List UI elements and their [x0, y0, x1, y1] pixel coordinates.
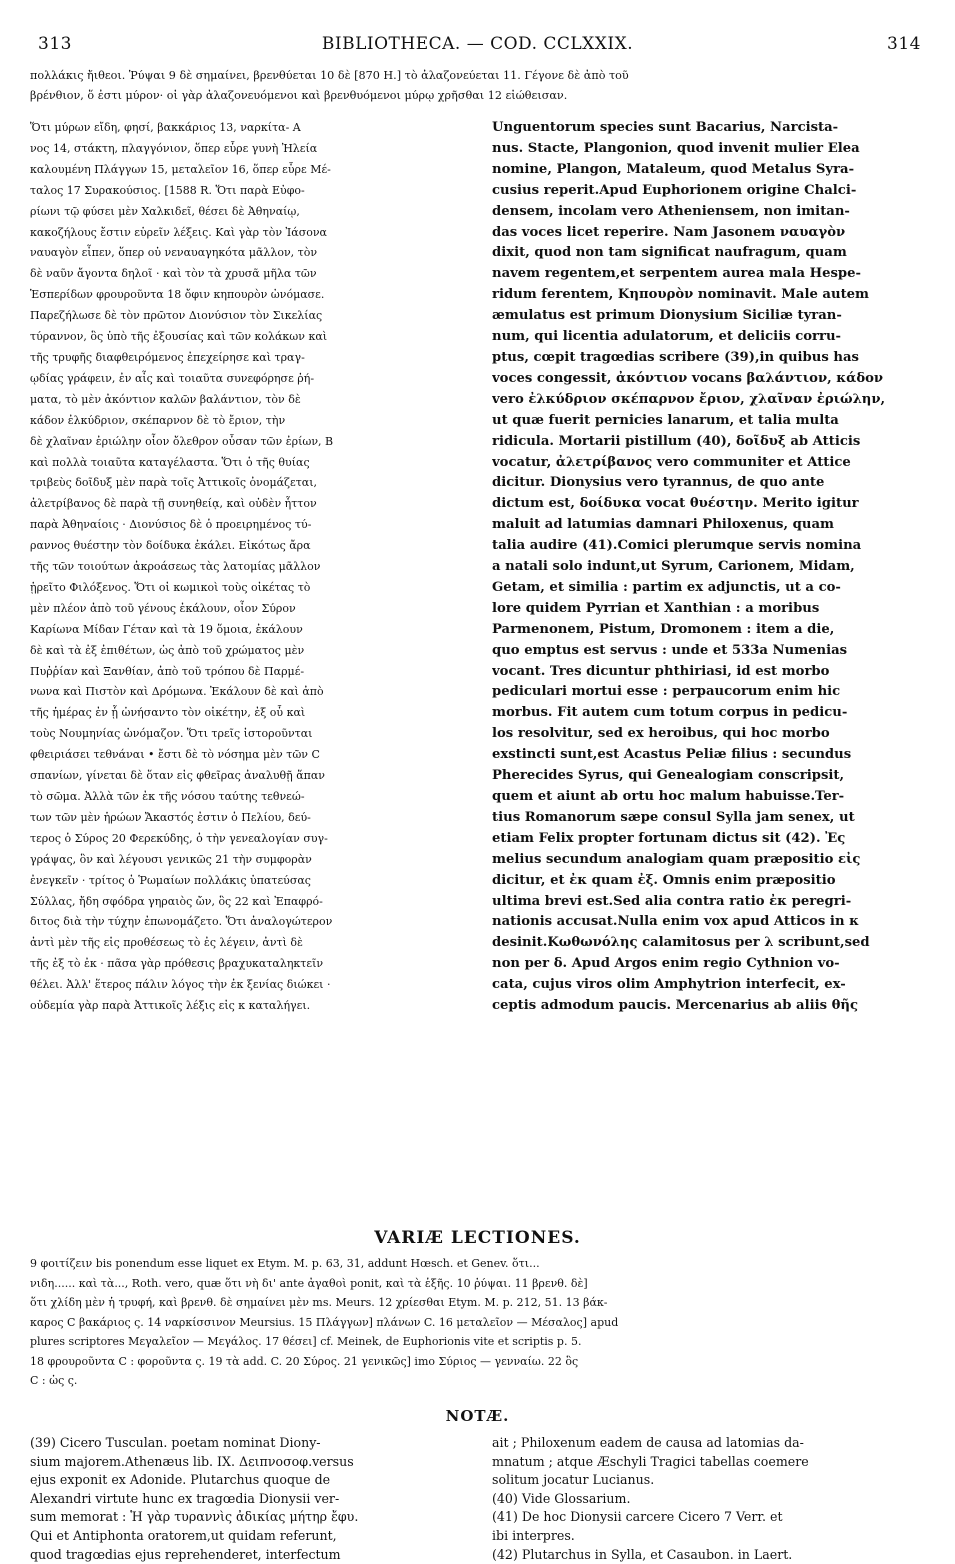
latin-line: cata, cujus viros olim Amphytrion interfecit, ex-: [492, 977, 846, 993]
note-line: (40) Vide Glossarium.: [492, 1490, 631, 1506]
latin-line: Unguentorum species sunt Bacarius, Narcista-: [492, 120, 839, 135]
greek-line: τοὺς Νουμηνίας ὠνόμαζον. Ὅτι τρεῖς ἱστοροῦνται: [30, 727, 313, 741]
greek-line: κάδον ἐλκύδριον, σκέπαρνον δὲ τὸ ἔριον, τὴν: [30, 413, 286, 427]
notae: [30, 1434, 925, 1562]
latin-line: vocatur, ἀλετρίβανος vero communiter et Attice: [492, 454, 851, 470]
greek-line: ῳδίας γράφειν, ἐν αἷς καὶ τοιαῦτα συνεφόρησε ῥή-: [30, 371, 315, 385]
note-line: (41) De hoc Dionysii carcere Cicero 7 Verr. et: [492, 1509, 783, 1525]
latin-line: navem regentem,et serpentem aurea mala Hespe-: [492, 266, 861, 282]
greek-line: ἀλετρίβανος δὲ παρὰ τῇ συνηθείᾳ, καὶ οὐδὲν ἧττον: [30, 497, 317, 511]
greek-line: δὲ χλαῖναν ἐριώλην οἷον ὄλεθρον οὖσαν τῶν ἐρίων, B: [30, 434, 334, 448]
greek-line: τῆς τρυφῆς διαφθειρόμενος ἐπεχείρησε καὶ τραγ-: [30, 350, 305, 364]
greek-line: νωνα καὶ Πιστὸν καὶ Δρόμωνα. Ἐκάλουν δὲ καὶ ἀπὸ: [30, 685, 324, 699]
variae-line: 18 φρουροῦντα C : φοροῦντα ς. 19 τὰ add. C. 20 Σύρος. 21 γενικῶς] imo Σύριος — γενναίω. 22 ὃς: [30, 1354, 579, 1368]
note-line: sium majorem.Athenæus lib. IX. Δειπνοσοφ.versus: [30, 1453, 354, 1469]
latin-line: Getam, et similia : partim ex adjunctis, ut a co-: [492, 579, 841, 595]
latin-line: talia audire (41).Comici plerumque servis nomina: [492, 538, 862, 554]
notae-left-column: [30, 1434, 460, 1564]
greek-line: Σύλλας, ἤδη σφόδρα γηραιὸς ὤν, ὃς 22 καὶ Ἐπαφρό-: [30, 894, 323, 908]
latin-line: lore quidem Pyrrian et Xanthian : a moribus: [492, 600, 820, 616]
latin-line: dicitur, et ἐκ quam ἐξ. Omnis enim præpositio: [492, 872, 836, 888]
latin-line: exstincti sunt,est Acastus Peliæ filius : secundus: [492, 747, 852, 763]
note-line: Qui et Antiphonta oratorem,ut quidam referunt,: [30, 1527, 337, 1543]
latin-line: ridicula. Mortarii pistillum (40), δοῖδυξ ab Atticis: [492, 433, 861, 449]
greek-line: θέλει. Ἀλλ' ἕτερος πάλιν λόγος τὴν ἐκ ξενίας διώκει ·: [30, 978, 331, 992]
greek-line: τερος ὁ Σύρος 20 Φερεκύδης, ὁ τὴν γενεαλογίαν συγ-: [30, 831, 328, 845]
note-line: mnatum ; atque Æschyli Tragici tabellas coemere: [492, 1453, 809, 1469]
latin-line: tius Romanorum sæpe consul Sylla jam senex, ut: [492, 809, 855, 825]
greek-line: ἀντὶ μὲν τῆς εἰς προθέσεως τὸ ἐς λέγειν, ἀντὶ δὲ: [30, 936, 303, 950]
notae-title: NOTÆ.: [445, 1407, 510, 1425]
latin-line: ridum ferentem, Κηπουρὸν nominavit. Male autem: [492, 287, 870, 303]
greek-line: σπανίων, γίνεται δὲ ὅταν εἰς φθεῖρας ἀναλυθῇ ἅπαν: [30, 769, 325, 783]
greek-line: ᾑρεῖτο Φιλόξενος. Ὅτι οἱ κωμικοὶ τοὺς οἰκέτας τὸ: [30, 580, 311, 594]
greek-line: ἐνεγκεῖν · τρίτος ὁ Ῥωμαίων πολλάκις ὑπατεύσας: [30, 873, 311, 887]
greek-line: ματα, τὸ μὲν ἀκόντιον καλῶν βαλάντιον, τὸν δὲ: [30, 392, 301, 406]
greek-line: τριβεὺς δοῖδυξ μὲν παρὰ τοῖς Ἀττικοῖς ὀνομάζεται,: [30, 476, 318, 490]
greek-line: τῆς ἡμέρας ἐν ᾗ ὠνήσαντο τὸν οἰκέτην, ἐξ οὗ καὶ: [30, 706, 306, 720]
greek-line: γράψας, ὃν καὶ λέγουσι γενικῶς 21 τὴν συμφορὰν: [30, 852, 312, 866]
latin-line: morbus. Fit autem cum totum corpus in pedicu-: [492, 705, 848, 721]
note-line: sum memorat : Ἡ γὰρ τυραννὶς ἀδικίας μήτηρ ἔφυ.: [30, 1509, 359, 1525]
greek-line: των τῶν μὲν ἡρώων Ἄκαστός ἐστιν ὁ Πελίου, δεύ-: [30, 810, 311, 824]
latin-line: nationis accusat.Nulla enim vox apud Atticos in κ: [492, 914, 860, 930]
variae-title: VARIÆ LECTIONES.: [374, 1228, 581, 1248]
page-number-right: 314: [887, 34, 921, 54]
latin-line: dictum est, δοίδυκα vocat θυέστην. Merito igitur: [492, 496, 859, 512]
greek-line: μὲν πλέον ἀπὸ τοῦ γένους ἐκάλουν, οἷον Σύρον: [30, 601, 296, 615]
latin-line: voces congessit, ἀκόντιον vocans βαλάντιον, κάδον: [492, 370, 884, 386]
latin-line: Pherecides Syrus, qui Genealogiam conscripsit,: [492, 768, 845, 784]
greek-line: διτος διὰ τὴν τύχην ἐπωνομάζετο. Ὅτι ἀναλογώτερον: [30, 915, 333, 929]
greek-line: τῆς τῶν τοιούτων ἀκροάσεως τὰς λατομίας μᾶλλον: [30, 560, 321, 574]
latin-line: nus. Stacte, Plangonion, quod invenit mulier Elea: [492, 140, 860, 156]
greek-line: οὐδεμία γὰρ παρὰ Ἀττικοῖς λέξις εἰς κ καταλήγει.: [30, 999, 311, 1013]
notae-right-column: [492, 1434, 922, 1564]
greek-line: ραννος θυέστην τὸν δοίδυκα ἐκάλει. Εἰκότως ἄρα: [30, 539, 311, 553]
greek-line: Πυῤῥίαν καὶ Ξανθίαν, ἀπὸ τοῦ τρόπου δὲ Παρμέ-: [30, 664, 305, 678]
latin-line: maluit ad latumias damnari Philoxenus, quam: [492, 517, 834, 533]
intro-line: πολλάκις ἤιθεοι. Ῥύψαι 9 δὲ σημαίνει, βρενθύεται 10 δὲ [870 H.] τὸ ἀλαζονεύεται 11. Γέγονε δὲ ἀπὸ τοῦ: [30, 69, 629, 82]
greek-line: Ἑσπερίδων φρουροῦντα 18 ὄφιν κηπουρὸν ὠνόμασε.: [30, 288, 325, 302]
latin-line: ut quæ fuerit pernicies lanarum, et talia multa: [492, 412, 839, 428]
latin-line: a natali solo indunt,ut Syrum, Carionem, Midam,: [492, 559, 855, 575]
variae-line: 9 φοιτίζειν bis ponendum esse liquet ex Etym. M. p. 63, 31, addunt Hœsch. et Genev. ὅτι...: [30, 1257, 540, 1270]
running-header: [30, 34, 925, 64]
latin-line: desinit.Κωθωνόλης calamitosus per λ scribunt,sed: [492, 935, 870, 951]
greek-line: Παρεζήλωσε δὲ τὸν πρῶτον Διονύσιον τὸν Σικελίας: [30, 309, 323, 323]
parallel-columns: [30, 118, 925, 1224]
latin-line: das voces licet reperire. Nam Jasonem ναυαγὸν: [492, 224, 846, 240]
page: [30, 0, 925, 1562]
greek-line: φθειριάσει τεθνάναι • ἔστι δὲ τὸ νόσημα μὲν τῶν C: [30, 748, 320, 762]
greek-line: τὸ σῶμα. Ἀλλὰ τῶν ἐκ τῆς νόσου ταύτης τεθνεώ-: [30, 790, 305, 803]
note-line: (42) Plutarchus in Sylla, et Casaubon. in Laert.: [492, 1546, 793, 1562]
latin-line: ultima brevi est.Sed alia contra ratio ἐκ peregri-: [492, 893, 852, 909]
greek-line: παρὰ Ἀθηναίοις · Διονύσιος δὲ ὁ προειρημένος τύ-: [30, 518, 312, 532]
latin-line: non per δ. Apud Argos enim regio Cythnion vo-: [492, 956, 840, 972]
greek-line: δὲ ναῦν ἄγοντα δηλοῖ · καὶ τὸν τὰ χρυσᾶ μῆλα τῶν: [30, 267, 317, 281]
note-line: ejus exponit ex Adonide. Plutarchus quoque de: [30, 1472, 331, 1488]
latin-line: æmulatus est primum Dionysium Siciliæ tyran-: [492, 308, 842, 324]
greek-column: [30, 118, 472, 1017]
note-line: ait ; Philoxenum eadem de causa ad latomias da-: [492, 1435, 804, 1450]
running-title: BIBLIOTHECA. — COD. CCLXXIX.: [321, 34, 634, 54]
greek-line: Ὅτι μύρων εἴδη, φησί, βακκάριος 13, ναρκίτα- A: [30, 121, 301, 134]
intro-line: βρένθιον, ὅ ἐστι μύρον· οἱ γὰρ ἀλαζονευόμενοι καὶ βρενθυόμενοι μύρῳ χρῆσθαι 12 εἰώθεισαν.: [30, 89, 568, 102]
latin-line: ceptis admodum paucis. Mercenarius ab aliis θῆς: [492, 998, 859, 1014]
variae-line: C : ὡς ς.: [30, 1374, 78, 1387]
greek-line: ταλος 17 Συρακούσιος. [1588 R. Ὅτι παρὰ Εὐφο-: [30, 183, 305, 197]
latin-line: dicitur. Dionysius vero tyrannus, de quo ante: [492, 475, 825, 491]
variae-lectiones: [30, 1254, 925, 1391]
latin-line: vero ἐλκύδριον σκέπαρνον ἔριον, χλαῖναν ἐριώλην,: [492, 391, 886, 407]
intro-paragraph: [30, 66, 925, 106]
greek-line: νος 14, στάκτη, πλαγγόνιον, ὅπερ εὗρε γυνὴ Ἠλεία: [30, 141, 318, 155]
greek-line: Καρίωνα Μίδαν Γέταν καὶ τὰ 19 ὅμοια, ἐκάλουν: [30, 622, 303, 636]
latin-line: dixit, quod non tam significat naufragum, quam: [492, 245, 847, 261]
variae-line: plures scriptores Μεγαλεῖον — Μεγάλος. 17 θέσει] cf. Meinek, de Euphorionis vite et scriptis p. 5.: [30, 1335, 582, 1348]
latin-line: melius secundum analogiam quam præpositio εἰς: [492, 851, 861, 867]
latin-line: quo emptus est servus : unde et 533a Numenias: [492, 642, 848, 658]
variae-line: καρος C βακάριος ς. 14 ναρκίσσινον Meursius. 15 Πλάγγων] πλάνων C. 16 μεταλεῖον — Μέσαλος] apud: [30, 1315, 619, 1329]
latin-line: ptus, cœpit tragœdias scribere (39),in quibus has: [492, 349, 859, 365]
note-line: quod tragœdias ejus reprehenderet, interfectum: [30, 1546, 341, 1562]
latin-line: densem, incolam vero Atheniensem, non imitan-: [492, 203, 850, 219]
greek-line: δὲ καὶ τὰ ἐξ ἐπιθέτων, ὡς ἀπὸ τοῦ χρώματος μὲν: [30, 643, 305, 657]
greek-line: ρίωνι τῷ φύσει μὲν Χαλκιδεῖ, θέσει δὲ Ἀθηναίῳ,: [30, 204, 300, 218]
latin-line: vocant. Tres dicuntur phthiriasi, id est morbo: [492, 663, 830, 679]
greek-line: τῆς ἐξ τὸ ἐκ · πᾶσα γὰρ πρόθεσις βραχυκαταληκτεῖν: [30, 957, 324, 971]
page-number-left: 313: [38, 34, 72, 54]
note-line: ibi interpres.: [492, 1527, 575, 1543]
latin-line: num, qui licentia adulatorum, et deliciis corru-: [492, 329, 842, 345]
greek-line: ναυαγὸν εἶπεν, ὅπερ οὐ νεναυαγηκότα μᾶλλον, τὸν: [30, 246, 318, 260]
note-line: solitum jocatur Lucianus.: [492, 1472, 655, 1488]
variae-line: ὅτι χλίδη μὲν ἡ τρυφή, καὶ βρενθ. δὲ σημαίνει μὲν ms. Meurs. 12 χρίεσθαι Etym. M. p. 212, 51. 13 βάκ-: [30, 1296, 608, 1309]
greek-line: τύραννον, ὃς ὑπὸ τῆς ἐξουσίας καὶ τῶν κολάκων καὶ: [30, 330, 328, 344]
note-line: Alexandri virtute hunc ex tragœdia Dionysii ver-: [30, 1490, 340, 1506]
latin-column: [492, 118, 925, 1017]
greek-line: κακοζήλους ἔστιν εὑρεῖν λέξεις. Καὶ γὰρ τὸν Ἰάσονα: [30, 225, 327, 239]
latin-line: cusius reperit.Apud Euphorionem origine Chalci-: [492, 182, 857, 198]
greek-line: καὶ πολλὰ τοιαῦτα καταγέλαστα. Ὅτι ὁ τῆς θυίας: [30, 455, 310, 469]
latin-line: pediculari mortui esse : perpaucorum enim hic: [492, 684, 841, 700]
latin-line: quem et aiunt ab ortu hoc malum habuisse.Ter-: [492, 789, 845, 804]
greek-line: καλουμένη Πλάγγων 15, μεταλεῖον 16, ὅπερ εὗρε Μέ-: [30, 162, 331, 176]
note-line: (39) Cicero Tusculan. poetam nominat Diony-: [30, 1435, 321, 1450]
latin-line: etiam Felix propter fortunam dictus sit (42). Ἐς: [492, 830, 846, 846]
latin-line: nomine, Plangon, Mataleum, quod Metalus Syra-: [492, 161, 855, 177]
latin-line: Parmenonem, Pistum, Dromonem : item a die,: [492, 621, 835, 637]
variae-line: νιδη...... καὶ τὰ..., Roth. vero, quæ ὅτι νὴ δι' ante ἀγαθοὶ ponit, καὶ τὰ ἑξῆς. 10 ῥύψαι. 11 βρενθ. δὲ]: [30, 1276, 588, 1290]
latin-line: los resolvitur, sed ex heroibus, qui hoc morbo: [492, 726, 830, 742]
